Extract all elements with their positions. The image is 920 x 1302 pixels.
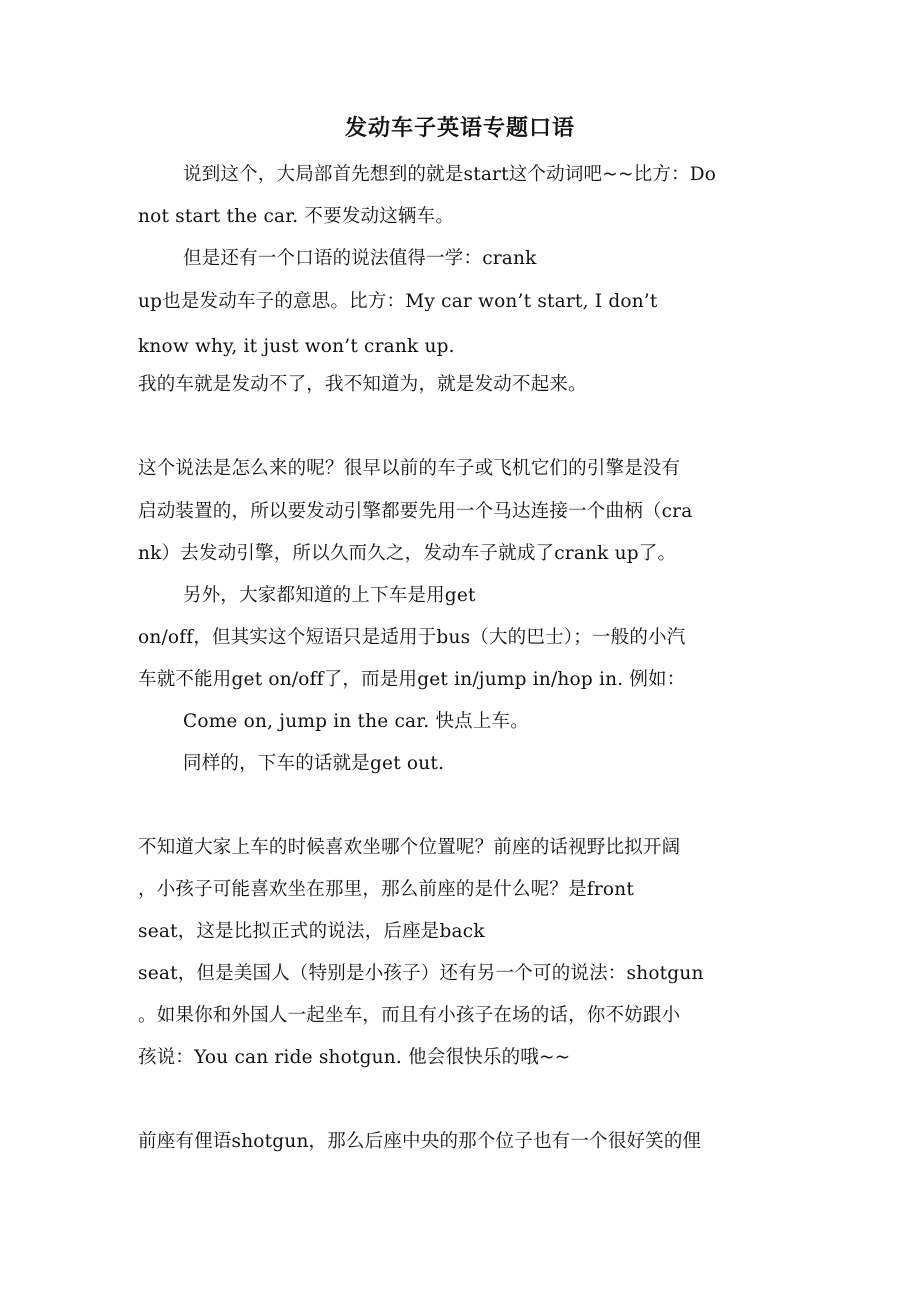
- text-line: ，小孩子可能喜欢坐在那里，那么前座的是什么呢？是front: [138, 879, 634, 900]
- text-line: seat，但是美国人（特别是小孩子）还有另一个可的说法：shotgun: [138, 963, 704, 984]
- text-line: on/off，但其实这个短语只是适用于bus（大的巴士）；一般的小汽: [138, 627, 686, 648]
- text-line: nk）去发动引擎，所以久而久之，发动车子就成了crank up了。: [138, 543, 677, 564]
- text-line: Come on, jump in the car. 快点上车。: [183, 711, 529, 732]
- text-line: not start the car. 不要发动这辆车。: [138, 206, 455, 227]
- text-line: seat，这是比拟正式的说法，后座是back: [138, 921, 485, 942]
- page-title: 发动车子英语专题口语: [344, 115, 575, 141]
- text-line: up也是发动车子的意思。比方：My car won’t start, I don’t: [138, 291, 658, 312]
- text-line: 说到这个，大局部首先想到的就是start这个动词吧~~比方：Do: [183, 164, 717, 185]
- text-line: know why, it just won’t crank up.: [138, 336, 455, 357]
- text-line: 前座有俚语shotgun，那么后座中央的那个位子也有一个很好笑的俚: [138, 1131, 702, 1152]
- text-line: 车就不能用get on/off了，而是用get in/jump in/hop in. 例如：: [138, 669, 686, 690]
- text-line: 启动装置的，所以要发动引擎都要先用一个马达连接一个曲柄（cra: [138, 501, 693, 522]
- text-line: 另外，大家都知道的上下车是用get: [183, 585, 476, 606]
- text-line: 同样的，下车的话就是get out.: [183, 753, 445, 774]
- text-line: 这个说法是怎么来的呢？很早以前的车子或飞机它们的引擎是没有: [138, 458, 681, 479]
- text-line: 孩说：You can ride shotgun. 他会很快乐的哦~~: [138, 1047, 571, 1068]
- text-line: 我的车就是发动不了，我不知道为，就是发动不起来。: [138, 374, 587, 395]
- text-line: 。如果你和外国人一起坐车，而且有小孩子在场的话，你不妨跟小: [138, 1005, 681, 1026]
- text-line: 但是还有一个口语的说法值得一学：crank: [183, 248, 537, 269]
- text-line: 不知道大家上车的时候喜欢坐哪个位置呢？前座的话视野比拟开阔: [138, 837, 681, 858]
